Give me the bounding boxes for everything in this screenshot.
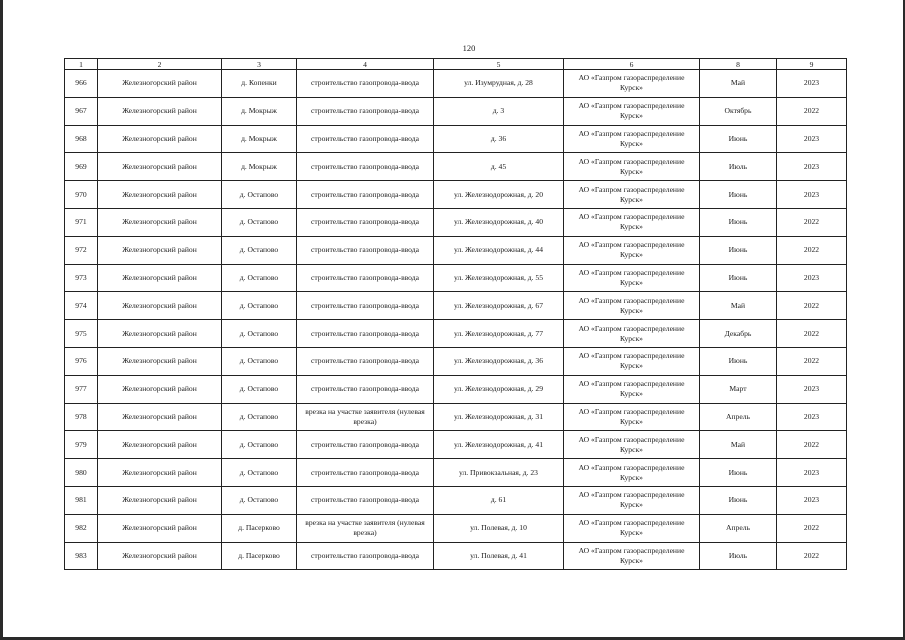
table-row	[65, 431, 847, 459]
table-row	[65, 153, 847, 181]
work-type-cell: строительство газопровода-ввода	[297, 375, 434, 403]
month-cell: Июнь	[700, 486, 777, 514]
work-type-cell: строительство газопровода-ввода	[297, 236, 434, 264]
month-cell: Июнь	[700, 347, 777, 375]
month-cell: Июнь	[700, 208, 777, 236]
work-type-cell: строительство газопровода-ввода	[297, 320, 434, 348]
table-row	[65, 181, 847, 209]
work-type-cell: строительство газопровода-ввода	[297, 153, 434, 181]
work-type-cell: строительство газопровода-ввода	[297, 347, 434, 375]
district-cell: Железногорский район	[98, 236, 222, 264]
address-cell: ул. Железнодорожная, д. 44	[434, 236, 564, 264]
settlement-cell: д. Остапово	[222, 208, 297, 236]
year-cell: 2023	[777, 181, 847, 209]
month-cell: Апрель	[700, 403, 777, 431]
organization-cell: АО «Газпром газораспределение Курск»	[564, 208, 700, 236]
settlement-cell: д. Остапово	[222, 486, 297, 514]
organization-cell: АО «Газпром газораспределение Курск»	[564, 542, 700, 570]
year-cell: 2022	[777, 208, 847, 236]
district-cell: Железногорский район	[98, 208, 222, 236]
year-cell: 2023	[777, 486, 847, 514]
organization-cell: АО «Газпром газораспределение Курск»	[564, 320, 700, 348]
address-cell: ул. Железнодорожная, д. 36	[434, 347, 564, 375]
district-cell: Железногорский район	[98, 431, 222, 459]
column-header: 8	[700, 59, 777, 70]
work-type-cell: строительство газопровода-ввода	[297, 97, 434, 125]
year-cell: 2023	[777, 153, 847, 181]
row-number-cell: 982	[65, 514, 98, 542]
table-row	[65, 236, 847, 264]
district-cell: Железногорский район	[98, 181, 222, 209]
organization-cell: АО «Газпром газораспределение Курск»	[564, 70, 700, 98]
district-cell: Железногорский район	[98, 459, 222, 487]
month-cell: Май	[700, 70, 777, 98]
table-row	[65, 375, 847, 403]
organization-cell: АО «Газпром газораспределение Курск»	[564, 347, 700, 375]
work-type-cell: строительство газопровода-ввода	[297, 486, 434, 514]
work-type-cell: врезка на участке заявителя (нулевая врезка)	[297, 514, 434, 542]
work-type-cell: строительство газопровода-ввода	[297, 542, 434, 570]
row-number-cell: 983	[65, 542, 98, 570]
table-body	[65, 70, 847, 570]
year-cell: 2023	[777, 459, 847, 487]
year-cell: 2022	[777, 347, 847, 375]
row-number-cell: 974	[65, 292, 98, 320]
organization-cell: АО «Газпром газораспределение Курск»	[564, 431, 700, 459]
table-row	[65, 264, 847, 292]
table-row	[65, 459, 847, 487]
work-type-cell: строительство газопровода-ввода	[297, 292, 434, 320]
settlement-cell: д. Остапово	[222, 236, 297, 264]
organization-cell: АО «Газпром газораспределение Курск»	[564, 181, 700, 209]
settlement-cell: д. Мокрыж	[222, 125, 297, 153]
organization-cell: АО «Газпром газораспределение Курск»	[564, 264, 700, 292]
district-cell: Железногорский район	[98, 320, 222, 348]
district-cell: Железногорский район	[98, 486, 222, 514]
month-cell: Май	[700, 292, 777, 320]
settlement-cell: д. Остапово	[222, 320, 297, 348]
month-cell: Июнь	[700, 181, 777, 209]
settlement-cell: д. Остапово	[222, 181, 297, 209]
row-number-cell: 979	[65, 431, 98, 459]
month-cell: Июнь	[700, 125, 777, 153]
year-cell: 2023	[777, 125, 847, 153]
row-number-cell: 978	[65, 403, 98, 431]
table-row	[65, 514, 847, 542]
address-cell: ул. Привокзальная, д. 23	[434, 459, 564, 487]
settlement-cell: д. Копенки	[222, 70, 297, 98]
work-type-cell: строительство газопровода-ввода	[297, 70, 434, 98]
column-header: 6	[564, 59, 700, 70]
table-row	[65, 403, 847, 431]
month-cell: Апрель	[700, 514, 777, 542]
registry-table	[64, 58, 847, 570]
page-number: 120	[462, 43, 476, 53]
address-cell: ул. Железнодорожная, д. 55	[434, 264, 564, 292]
district-cell: Железногорский район	[98, 292, 222, 320]
organization-cell: АО «Газпром газораспределение Курск»	[564, 125, 700, 153]
address-cell: д. 45	[434, 153, 564, 181]
district-cell: Железногорский район	[98, 70, 222, 98]
organization-cell: АО «Газпром газораспределение Курск»	[564, 514, 700, 542]
month-cell: Декабрь	[700, 320, 777, 348]
year-cell: 2022	[777, 514, 847, 542]
month-cell: Май	[700, 431, 777, 459]
district-cell: Железногорский район	[98, 514, 222, 542]
address-cell: д. 3	[434, 97, 564, 125]
district-cell: Железногорский район	[98, 542, 222, 570]
address-cell: д. 61	[434, 486, 564, 514]
table-row	[65, 125, 847, 153]
settlement-cell: д. Остапово	[222, 375, 297, 403]
month-cell: Октябрь	[700, 97, 777, 125]
settlement-cell: д. Остапово	[222, 347, 297, 375]
district-cell: Железногорский район	[98, 125, 222, 153]
settlement-cell: д. Остапово	[222, 264, 297, 292]
table-row	[65, 347, 847, 375]
column-header: 4	[297, 59, 434, 70]
organization-cell: АО «Газпром газораспределение Курск»	[564, 375, 700, 403]
row-number-cell: 976	[65, 347, 98, 375]
table-row	[65, 208, 847, 236]
settlement-cell: д. Остапово	[222, 403, 297, 431]
organization-cell: АО «Газпром газораспределение Курск»	[564, 459, 700, 487]
settlement-cell: д. Остапово	[222, 459, 297, 487]
row-number-cell: 969	[65, 153, 98, 181]
year-cell: 2023	[777, 375, 847, 403]
row-number-cell: 971	[65, 208, 98, 236]
settlement-cell: д. Пасерково	[222, 542, 297, 570]
settlement-cell: д. Мокрыж	[222, 97, 297, 125]
row-number-cell: 973	[65, 264, 98, 292]
organization-cell: АО «Газпром газораспределение Курск»	[564, 153, 700, 181]
scan-edge-left	[0, 0, 3, 640]
month-cell: Июнь	[700, 236, 777, 264]
year-cell: 2022	[777, 292, 847, 320]
table-row	[65, 97, 847, 125]
row-number-cell: 968	[65, 125, 98, 153]
year-cell: 2022	[777, 320, 847, 348]
address-cell: ул. Полевая, д. 41	[434, 542, 564, 570]
address-cell: ул. Железнодорожная, д. 67	[434, 292, 564, 320]
row-number-cell: 970	[65, 181, 98, 209]
year-cell: 2023	[777, 403, 847, 431]
year-cell: 2022	[777, 542, 847, 570]
address-cell: ул. Железнодорожная, д. 77	[434, 320, 564, 348]
work-type-cell: строительство газопровода-ввода	[297, 208, 434, 236]
address-cell: д. 36	[434, 125, 564, 153]
work-type-cell: строительство газопровода-ввода	[297, 125, 434, 153]
year-cell: 2022	[777, 236, 847, 264]
row-number-cell: 975	[65, 320, 98, 348]
column-header: 9	[777, 59, 847, 70]
settlement-cell: д. Остапово	[222, 292, 297, 320]
table-row	[65, 542, 847, 570]
work-type-cell: строительство газопровода-ввода	[297, 459, 434, 487]
address-cell: ул. Железнодорожная, д. 40	[434, 208, 564, 236]
table-row	[65, 486, 847, 514]
address-cell: ул. Полевая, д. 10	[434, 514, 564, 542]
month-cell: Июнь	[700, 459, 777, 487]
work-type-cell: строительство газопровода-ввода	[297, 264, 434, 292]
settlement-cell: д. Остапово	[222, 431, 297, 459]
year-cell: 2023	[777, 70, 847, 98]
district-cell: Железногорский район	[98, 403, 222, 431]
month-cell: Март	[700, 375, 777, 403]
column-header: 3	[222, 59, 297, 70]
district-cell: Железногорский район	[98, 375, 222, 403]
work-type-cell: врезка на участке заявителя (нулевая врезка)	[297, 403, 434, 431]
month-cell: Июль	[700, 153, 777, 181]
month-cell: Июль	[700, 542, 777, 570]
address-cell: ул. Железнодорожная, д. 41	[434, 431, 564, 459]
address-cell: ул. Изумрудная, д. 28	[434, 70, 564, 98]
row-number-cell: 967	[65, 97, 98, 125]
work-type-cell: строительство газопровода-ввода	[297, 181, 434, 209]
row-number-cell: 980	[65, 459, 98, 487]
row-number-cell: 977	[65, 375, 98, 403]
organization-cell: АО «Газпром газораспределение Курск»	[564, 403, 700, 431]
table-row	[65, 320, 847, 348]
district-cell: Железногорский район	[98, 264, 222, 292]
organization-cell: АО «Газпром газораспределение Курск»	[564, 292, 700, 320]
row-number-cell: 972	[65, 236, 98, 264]
address-cell: ул. Железнодорожная, д. 20	[434, 181, 564, 209]
organization-cell: АО «Газпром газораспределение Курск»	[564, 486, 700, 514]
row-number-cell: 981	[65, 486, 98, 514]
settlement-cell: д. Пасерково	[222, 514, 297, 542]
district-cell: Железногорский район	[98, 97, 222, 125]
column-number-row	[65, 59, 847, 70]
work-type-cell: строительство газопровода-ввода	[297, 431, 434, 459]
table-row	[65, 292, 847, 320]
address-cell: ул. Железнодорожная, д. 31	[434, 403, 564, 431]
column-header: 5	[434, 59, 564, 70]
address-cell: ул. Железнодорожная, д. 29	[434, 375, 564, 403]
district-cell: Железногорский район	[98, 153, 222, 181]
table-row	[65, 70, 847, 98]
organization-cell: АО «Газпром газораспределение Курск»	[564, 236, 700, 264]
column-header: 1	[65, 59, 98, 70]
row-number-cell: 966	[65, 70, 98, 98]
year-cell: 2022	[777, 431, 847, 459]
year-cell: 2023	[777, 264, 847, 292]
organization-cell: АО «Газпром газораспределение Курск»	[564, 97, 700, 125]
settlement-cell: д. Мокрыж	[222, 153, 297, 181]
column-header: 2	[98, 59, 222, 70]
district-cell: Железногорский район	[98, 347, 222, 375]
year-cell: 2022	[777, 97, 847, 125]
month-cell: Июнь	[700, 264, 777, 292]
